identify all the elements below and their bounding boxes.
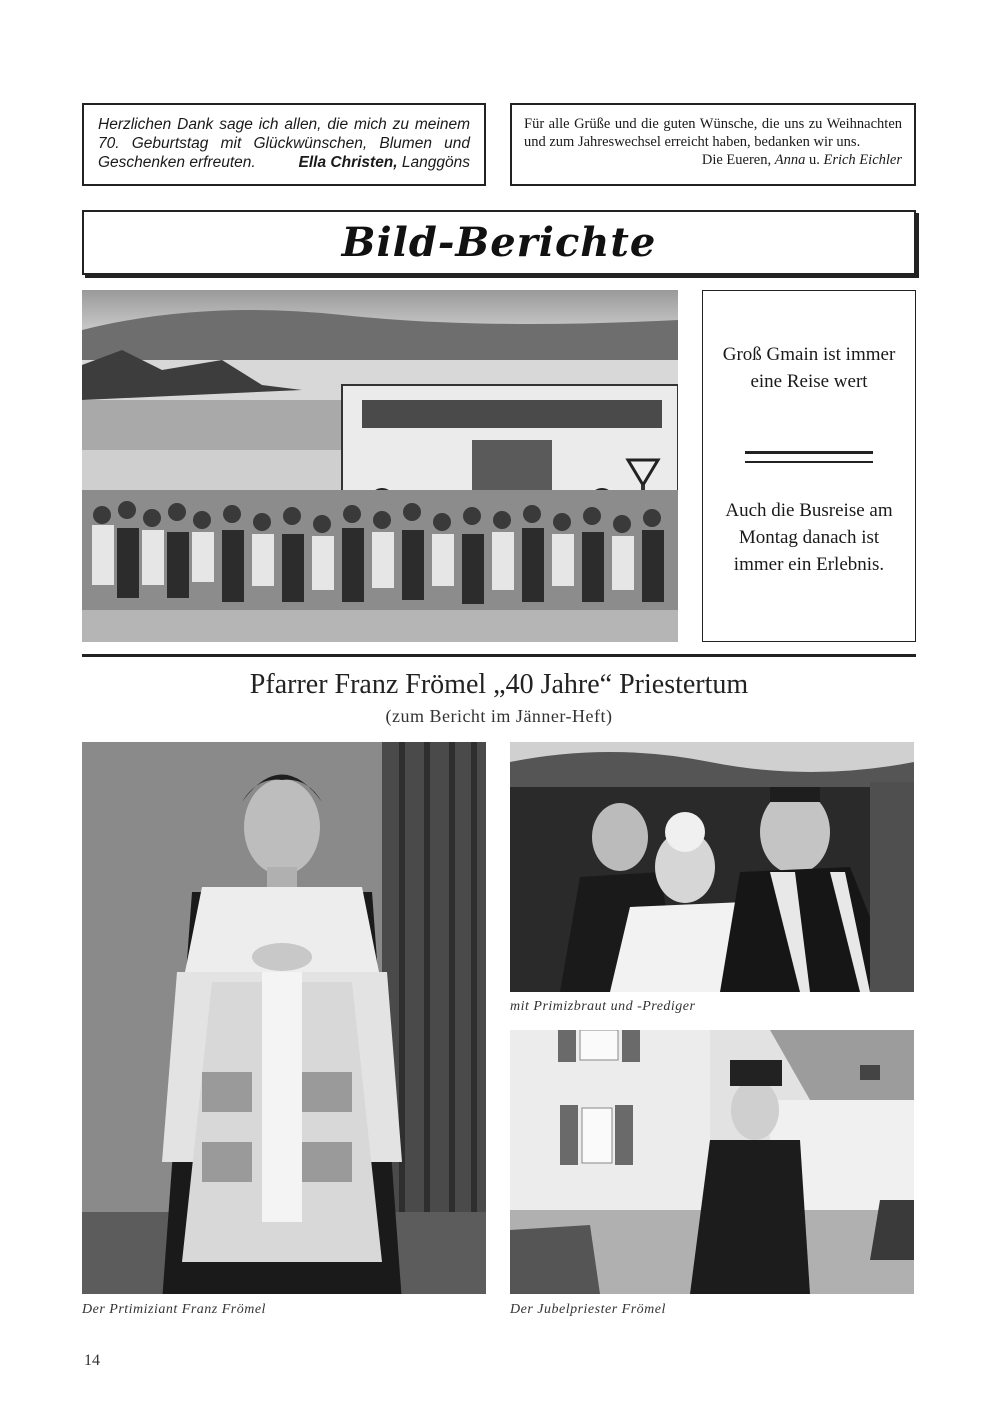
primiziant-portrait-photo <box>82 742 486 1294</box>
caption-primizbraut: mit Primizbraut und -Prediger <box>510 999 696 1014</box>
notice-eichler-text: Für alle Grüße und die guten Wünsche, die uns zu Weihnachten und zum Jahreswechsel erreicht haben, bedanken wir uns. <box>524 116 902 150</box>
bus-group-photo <box>82 290 678 642</box>
bus-report-line1: Groß Gmain ist immer eine Reise wert <box>722 344 896 392</box>
notice-christen-name: Ella Christen, <box>298 154 398 171</box>
caption-jubelpriester: Der Jubelpriester Frömel <box>510 1302 666 1317</box>
jubelpriester-image <box>510 1030 914 1294</box>
notice-christen-signature <box>299 153 470 172</box>
notice-eichler-conj: u. <box>808 152 820 168</box>
thank-you-notice-christen <box>82 103 486 186</box>
primizbraut-photo <box>510 742 914 992</box>
article-headline: Pfarrer Franz Frömel „40 Jahre“ Priestertum <box>249 669 749 700</box>
notice-eichler-name1: Anna <box>774 152 806 168</box>
bus-group-photo-image <box>82 290 678 642</box>
primizbraut-image <box>510 742 914 992</box>
bus-report-line2: Auch die Busreise am Montag danach ist immer ein Erlebnis. <box>725 500 893 575</box>
jubelpriester-photo <box>510 1030 914 1294</box>
notice-eichler-signature <box>524 151 902 169</box>
notice-eichler-closing: Die Eueren, <box>701 152 772 168</box>
article-subhead: (zum Bericht im Jänner-Heft) <box>385 706 613 726</box>
notice-christen-text: Herzlichen Dank sage ich allen, die mich zu meinem 70. Geburtstag mit Glückwünschen, Blumen und Geschenken erfreuten. <box>98 116 470 171</box>
caption-primiziant: Der Prtimiziant Franz Frömel <box>82 1302 266 1317</box>
thank-you-notice-eichler <box>510 103 916 186</box>
page-number: 14 <box>84 1352 100 1369</box>
notice-christen-place: Langgöns <box>401 154 470 171</box>
section-banner <box>82 210 916 275</box>
bus-report-box <box>702 290 916 642</box>
primiziant-portrait-image <box>82 742 486 1294</box>
notice-eichler-name2: Erich Eichler <box>823 152 902 168</box>
section-title: Bild-Berichte <box>341 219 657 266</box>
section-divider <box>82 654 916 657</box>
bus-report-divider <box>745 451 873 463</box>
